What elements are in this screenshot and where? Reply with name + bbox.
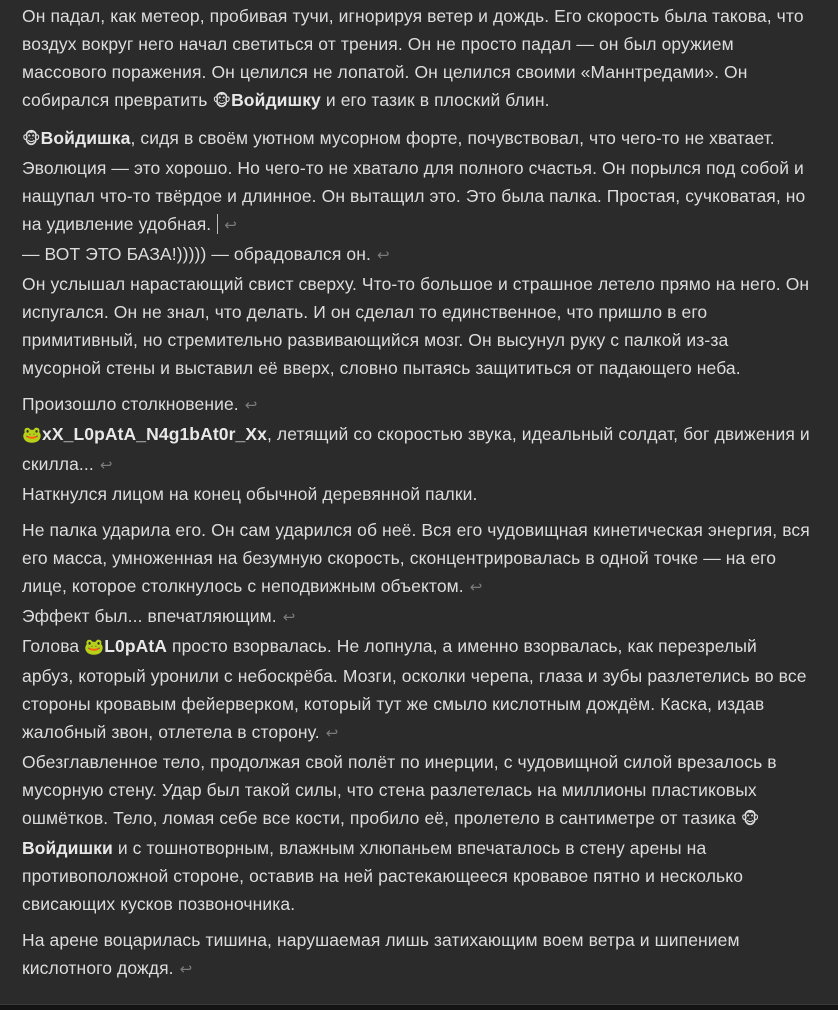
return-arrow-icon: ↩	[224, 217, 237, 234]
text-run: , летящий со скоростью звука, идеальный солдат, бог движения и скилла...	[22, 424, 810, 474]
paragraph-12	[22, 926, 812, 984]
frog-emoji-icon: 🐸	[84, 639, 105, 656]
paragraph-4	[22, 270, 812, 382]
document-body[interactable]	[22, 2, 812, 984]
frog-emoji-icon: 🐸	[22, 427, 43, 444]
text-run: На арене воцарилась тишина, нарушаемая лишь затихающим воем ветра и шипением кислотного дождя.	[22, 930, 740, 978]
character-name: xX_L0pAtA_N4g1bAt0r_Xx	[42, 424, 267, 444]
text-run: Наткнулся лицом на конец обычной деревянной палки.	[22, 484, 478, 504]
text-cursor	[217, 214, 218, 234]
paragraph-8	[22, 516, 812, 602]
return-arrow-icon: ↩	[244, 397, 258, 414]
character-name: Войдишку	[231, 90, 321, 110]
character-name: Войдишка	[40, 128, 131, 148]
paragraph-1	[22, 2, 812, 116]
paragraph-3	[22, 240, 812, 270]
bottom-scroll-edge	[0, 1004, 838, 1010]
text-run: Он падал, как метеор, пробивая тучи, игнорируя ветер и дождь. Его скорость была такова, что воздух вокруг него начал светиться от трения. Он не просто падал — он был оружием массового поражения. Он целился не лопатой. Он целился своими «Маннтредами». Он собирался превратить	[22, 6, 804, 110]
paragraph-9	[22, 602, 812, 632]
character-name: L0pAtA	[104, 636, 168, 656]
text-run: и его тазик в плоский блин.	[320, 90, 550, 110]
text-run: просто взорвалась. Не лопнула, а именно взорвалась, как перезрелый арбуз, который уронили с небоскрёба. Мозги, осколки черепа, глаза и зубы разлетелись во все стороны кровавым фейерверком, который тут же смыло кислотным дождём. Каска, издав жалобный звон, отлетела в сторону.	[22, 636, 807, 742]
return-arrow-icon: ↩	[469, 579, 483, 596]
text-run: Он услышал нарастающий свист сверху. Что-то большое и страшное летело прямо на него. Он испугался. Он не знал, что делать. И он сделал то единственное, что пришло в его примитивный, но стремительно развивающийся мозг. Он высунул руку с палкой из-за мусорной стены и выставил её вверх, словно пытаясь защититься от падающего неба.	[22, 274, 810, 378]
paragraph-5	[22, 390, 812, 420]
text-run: Эффект был... впечатляющим.	[22, 606, 277, 626]
text-run: Обезглавленное тело, продолжая свой полёт по инерции, с чудовищной силой врезалось в мусорную стену. Удар был такой силы, что стена разлетелась на миллионы пластиковых ошмётков. Тело, ломая себе все кости, пробило её, пролетело в сантиметре от тазика	[22, 752, 777, 828]
text-run: и с тошнотворным, влажным хлюпаньем впечаталось в стену арены на противоположной стороне, оставив на ней растекающееся кровавое пятно и несколько свисающих кусков позвоночника.	[22, 838, 744, 914]
monkey-emoji-icon: 🐵	[212, 93, 232, 110]
text-run: , сидя в своём уютном мусорном форте, почувствовал, что чего-то не хватает. Эволюция — это хорошо. Но чего-то не хватало для полного счастья. Он порылся под собой и нащупал что-то твёрдое и длинное. Он вытащил это. Это была палка. Простая, сучковатая, но на удивление удобная.	[22, 128, 806, 234]
character-name: Войдишки	[22, 838, 113, 858]
text-run: — ВОТ ЭТО БАЗА!))))) — обрадовался он.	[22, 244, 371, 264]
paragraph-6	[22, 420, 812, 480]
text-run: Не палка ударила его. Он сам ударился об неё. Вся его чудовищная кинетическая энергия, вся его масса, умноженная на безумную скорость, сконцентрировалась в одной точке — на его лице, которое столкнулось с неподвижным объектом.	[22, 520, 810, 596]
return-arrow-icon: ↩	[325, 725, 339, 742]
paragraph-7	[22, 480, 812, 508]
monkey-emoji-icon: 🐵	[740, 811, 760, 828]
monkey-emoji-icon: 🐵	[22, 131, 41, 148]
paragraph-2	[22, 124, 812, 240]
text-run: Голова	[22, 636, 85, 656]
return-arrow-icon: ↩	[376, 247, 390, 264]
return-arrow-icon: ↩	[282, 609, 296, 626]
return-arrow-icon: ↩	[179, 961, 193, 978]
text-run: Произошло столкновение.	[22, 394, 239, 414]
paragraph-10	[22, 632, 812, 748]
return-arrow-icon: ↩	[99, 457, 113, 474]
paragraph-11	[22, 748, 812, 918]
